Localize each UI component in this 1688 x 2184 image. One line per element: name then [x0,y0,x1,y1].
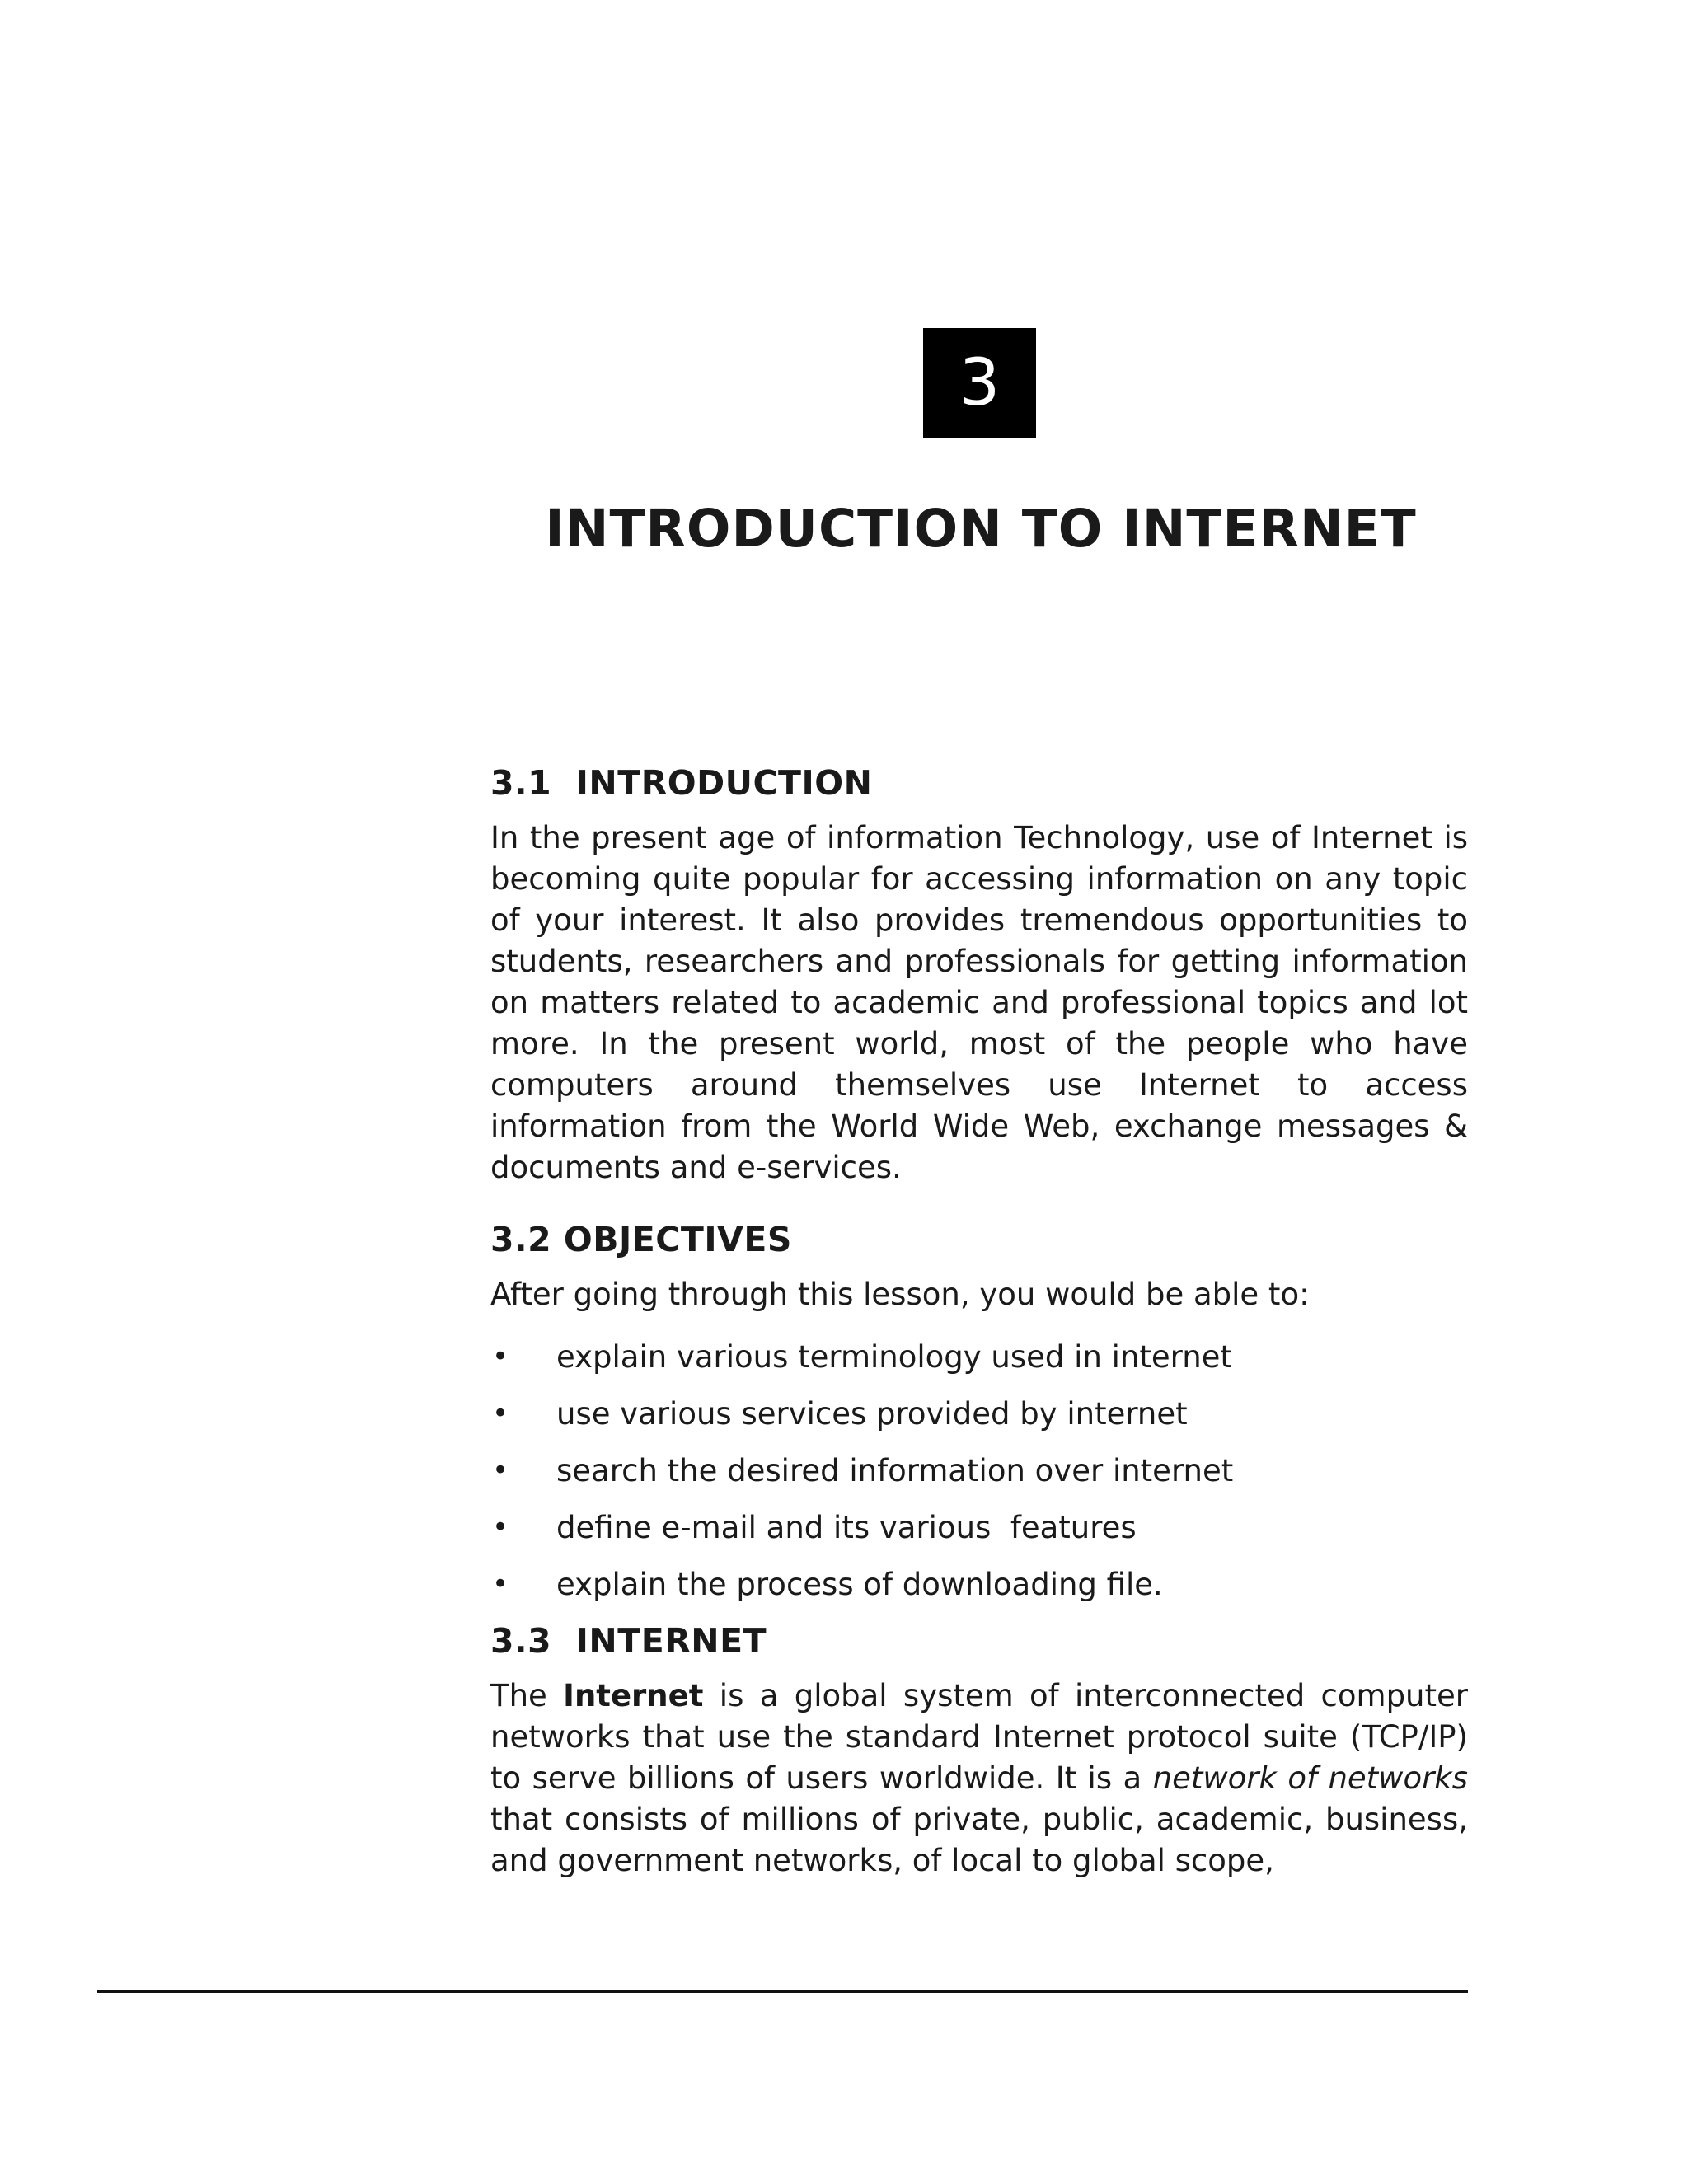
internet-paragraph [490,1675,1468,1882]
introduction-paragraph: In the present age of information Technology, use of Internet is becoming quite popular for accessing information on any topic of your interest. It also provides tremendous opportunities to students, researchers and professionals for getting information on matters related to academic and professional topics and lot more. In the present world, most of the people who have computers around themselves use Internet to access information from the World Wide Web, exchange messages & documents and e-services. [490,820,1468,1185]
objectives-lead: After going through this lesson, you would be able to: [490,1277,1310,1312]
page-content [490,758,1468,1882]
list-item-text: search the desired information over internet [556,1453,1234,1488]
list-item-text: explain various terminology used in internet [556,1339,1232,1375]
list-item [490,1385,1468,1442]
bullet-icon: • [492,1568,509,1601]
section-heading-internet: 3.3 INTERNET [490,1621,767,1661]
list-item-text: use various services provided by internet [556,1396,1188,1432]
network-of-networks-term: network of networks [1152,1760,1468,1796]
section-heading-objectives: 3.2 OBJECTIVES [490,1220,792,1259]
internet-term: Internet [563,1678,704,1713]
chapter-number: 3 [959,345,1001,420]
list-item [490,1556,1468,1613]
bullet-icon: • [492,1340,509,1373]
list-item-text: explain the process of downloading file. [556,1567,1163,1602]
internet-text-part1: is a global system of interconnected computer networks that use the standard Internet protocol suite (TCP/IP) to serve billions of users worldwide. It is a [490,1678,1468,1796]
chapter-title: INTRODUCTION TO INTERNET [545,499,1417,559]
bullet-icon: • [492,1397,509,1430]
list-item [490,1329,1468,1385]
bullet-icon: • [492,1454,509,1487]
internet-text-lead: The [490,1678,564,1713]
chapter-number-box [923,328,1036,438]
section-heading-introduction: 3.1 INTRODUCTION [490,763,873,803]
list-item [490,1442,1468,1499]
list-item [490,1499,1468,1556]
list-item-text: define e-mail and its various features [556,1510,1137,1545]
internet-text-part2: that consists of millions of private, public, academic, business, and government networks, of local to global scope, [490,1802,1468,1878]
objectives-list [490,1329,1468,1613]
footer-divider [97,1990,1468,1993]
bullet-icon: • [492,1511,509,1544]
